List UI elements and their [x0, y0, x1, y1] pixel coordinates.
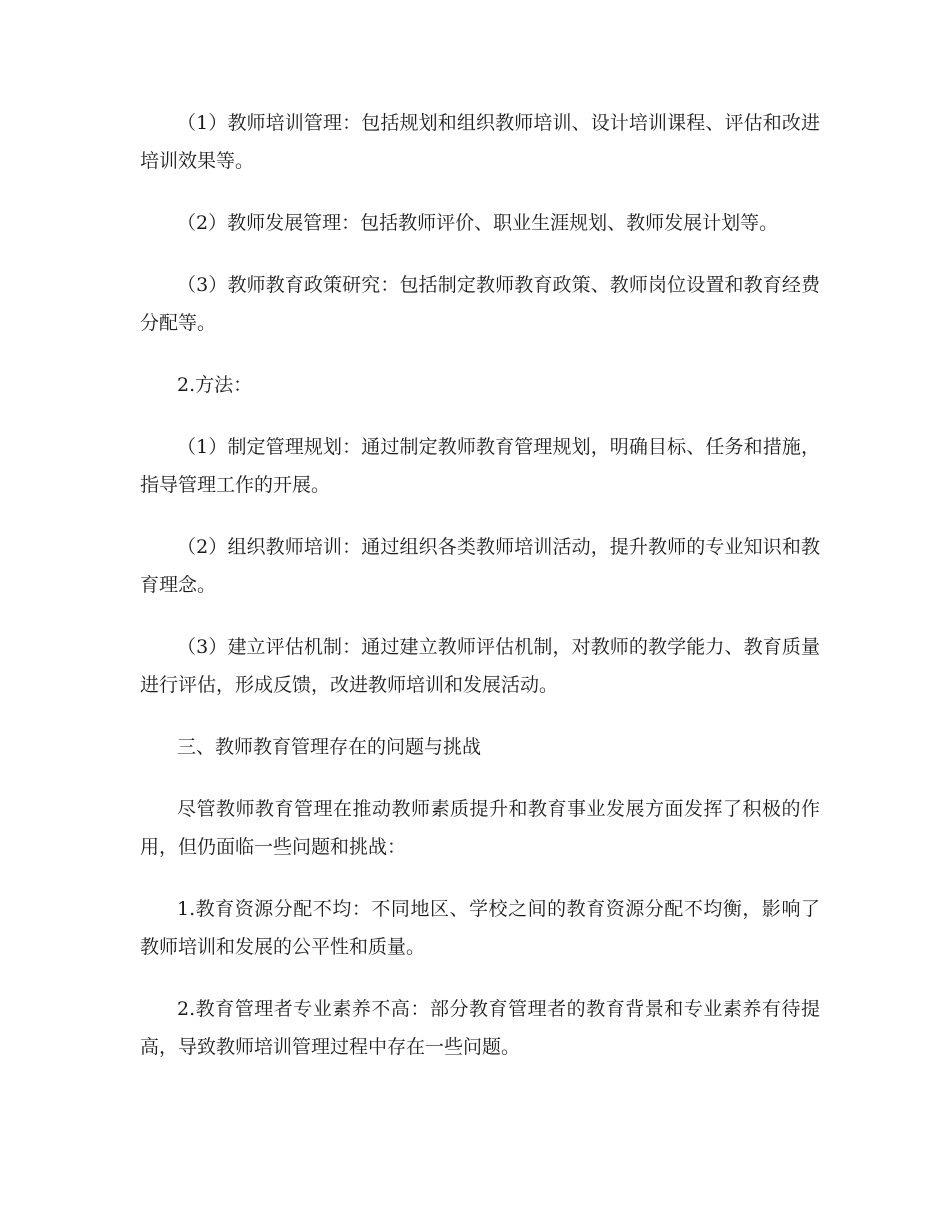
paragraph-problems-intro: 尽管教师教育管理在推动教师素质提升和教育事业发展方面发挥了积极的作用，但仍面临一些问题和挑战： [140, 798, 820, 858]
paragraph-policy-research: （3）教师教育政策研究：包括制定教师教育政策、教师岗位设置和教育经费分配等。 [140, 274, 820, 334]
paragraph-evaluation-mechanism: （3）建立评估机制：通过建立教师评估机制，对教师的教学能力、教育质量进行评估，形成反馈，改进教师培训和发展活动。 [140, 636, 820, 696]
paragraph-organize-training: （2）组织教师培训：通过组织各类教师培训活动，提升教师的专业知识和教育理念。 [140, 536, 820, 596]
paragraph-resource-allocation: 1.教育资源分配不均：不同地区、学校之间的教育资源分配不均衡，影响了教师培训和发展的公平性和质量。 [140, 898, 820, 958]
paragraph-management-planning: （1）制定管理规划：通过制定教师教育管理规划，明确目标、任务和措施，指导管理工作的开展。 [140, 436, 820, 496]
paragraph-training-management: （1）教师培训管理：包括规划和组织教师培训、设计培训课程、评估和改进培训效果等。 [140, 112, 820, 172]
document-body [140, 104, 820, 1090]
section-heading-methods: 2.方法： [177, 374, 253, 396]
paragraph-manager-competence: 2.教育管理者专业素养不高：部分教育管理者的教育背景和专业素养有待提高，导致教师培训管理过程中存在一些问题。 [140, 998, 820, 1058]
paragraph-development-management: （2）教师发展管理：包括教师评价、职业生涯规划、教师发展计划等。 [177, 212, 779, 234]
section-heading-problems: 三、教师教育管理存在的问题与挑战 [177, 736, 482, 758]
